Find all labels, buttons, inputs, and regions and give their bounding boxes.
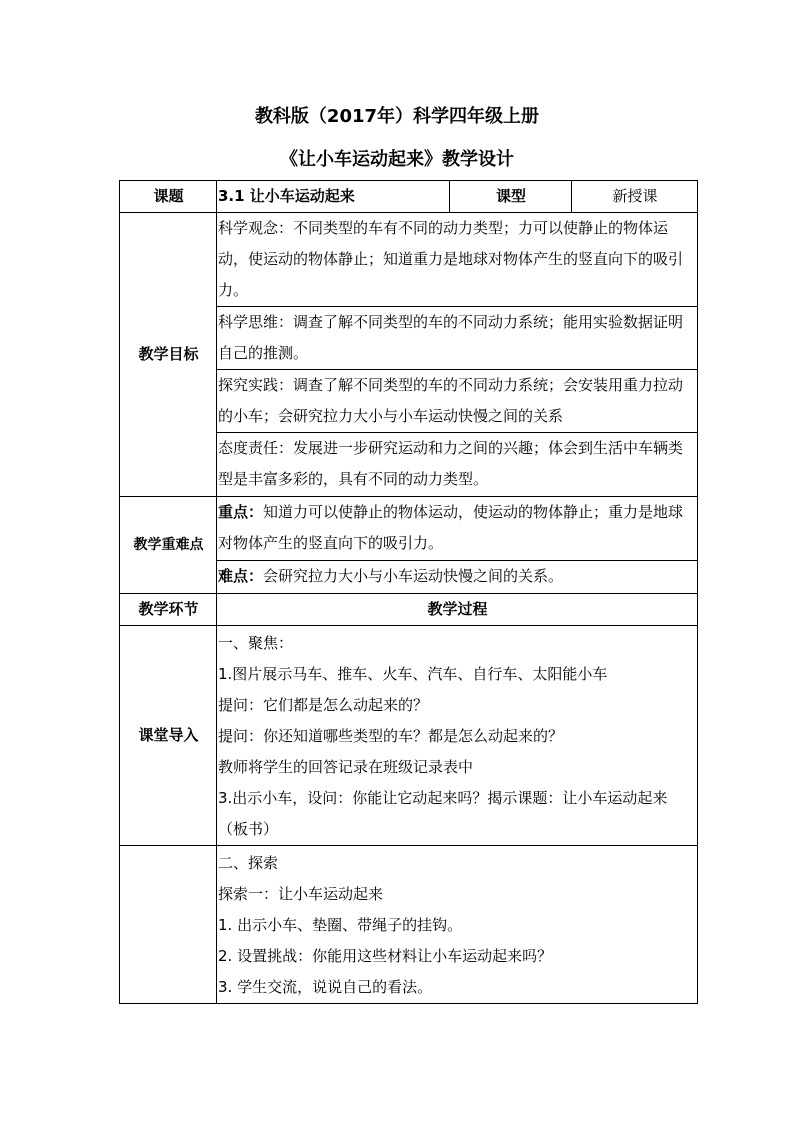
intro-line: 教师将学生的回答记录在班级记录表中 <box>218 758 474 776</box>
goal-item: 探究实践：调查了解不同类型的车的不同动力系统；会安装用重力拉动的小车；会研究拉力大小与小车运动快慢之间的关系 <box>217 370 698 433</box>
key-point-cell <box>217 497 698 561</box>
goals-label: 教学目标 <box>120 213 217 497</box>
lesson-type-label: 课型 <box>450 181 572 213</box>
goal-item: 科学思维：调查了解不同类型的车的不同动力系统；能用实验数据证明自己的推测。 <box>217 307 698 370</box>
intro-content <box>217 626 698 846</box>
goal-item: 科学观念：不同类型的车有不同的动力类型；力可以使静止的物体运动，使运动的物体静止；知道重力是地球对物体产生的竖直向下的吸引力。 <box>217 213 698 307</box>
intro-line: 3.出示小车，设问：你能让它动起来吗？揭示课题：让小车运动起来（板书） <box>218 789 668 838</box>
intro-line: 一、聚焦： <box>218 634 294 652</box>
key-point-row <box>120 497 698 561</box>
topic-row <box>120 181 698 213</box>
intro-label: 课堂导入 <box>120 626 217 846</box>
goal-item: 态度责任：发展进一步研究运动和力之间的兴趣；体会到生活中车辆类型是丰富多彩的，具有不同的动力类型。 <box>217 433 698 497</box>
explore-row <box>120 846 698 1004</box>
explore-label-cell <box>120 846 217 1004</box>
key-point-tag: 重点： <box>218 503 264 521</box>
lesson-type-value: 新授课 <box>572 181 698 213</box>
explore-line: 2. 设置挑战：你能用这些材料让小车运动起来吗？ <box>218 947 553 965</box>
explore-line: 3. 学生交流，说说自己的看法。 <box>218 978 433 996</box>
document-subtitle: 《让小车运动起来》教学设计 <box>280 149 514 170</box>
intro-row <box>120 626 698 846</box>
stage-header: 教学环节 <box>120 594 217 626</box>
difficulty-tag: 难点： <box>218 567 264 585</box>
topic-value: 3.1 让小车运动起来 <box>217 181 450 213</box>
topic-label: 课题 <box>120 181 217 213</box>
explore-line: 二、探索 <box>218 854 279 872</box>
document-title: 教科版（2017年）科学四年级上册 <box>254 106 540 127</box>
difficulty-text: 会研究拉力大小与小车运动快慢之间的关系。 <box>263 567 564 585</box>
lesson-plan-table <box>119 180 698 1004</box>
intro-line: 提问：它们都是怎么动起来的？ <box>218 696 429 714</box>
key-points-label: 教学重难点 <box>120 497 217 594</box>
key-point-text: 知道力可以使静止的物体运动，使运动的物体静止；重力是地球对物体产生的竖直向下的吸引力。 <box>218 503 684 552</box>
intro-line: 提问：你还知道哪些类型的车？都是怎么动起来的？ <box>218 727 564 745</box>
explore-line: 1. 出示小车、垫圈、带绳子的挂钩。 <box>218 916 463 934</box>
process-header-row <box>120 594 698 626</box>
explore-content <box>217 846 698 1004</box>
goal-row <box>120 213 698 307</box>
process-header: 教学过程 <box>217 594 698 626</box>
difficulty-cell <box>217 561 698 594</box>
intro-line: 1.图片展示马车、推车、火车、汽车、自行车、太阳能小车 <box>218 665 608 683</box>
explore-line: 探索一：让小车运动起来 <box>218 885 384 903</box>
